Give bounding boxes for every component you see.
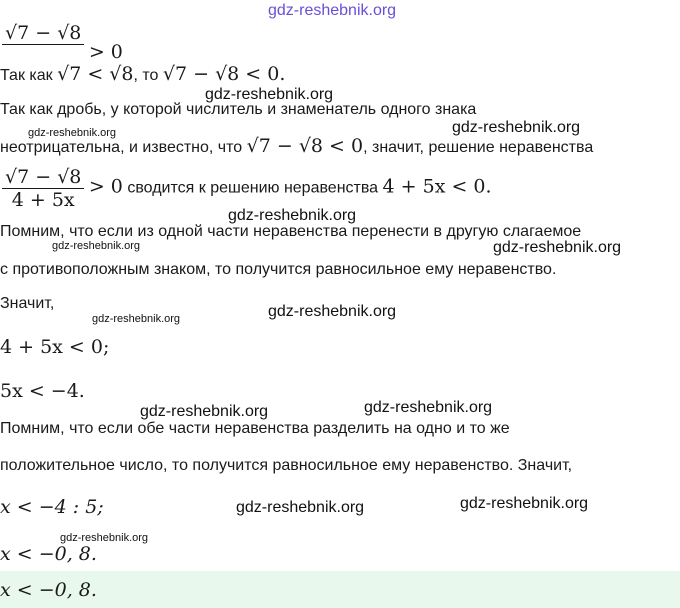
watermark: gdz-reshebnik.org (452, 119, 581, 136)
fraction (2, 166, 84, 211)
equation-line-12: x < −4 : 5; (0, 496, 104, 518)
header-relation: > 0 (88, 41, 123, 63)
answer-line: x < −0, 8. (0, 579, 97, 601)
math-inline: √7 < √8 (57, 63, 134, 85)
line-11: положительное число, то получится равносильное ему неравенство. Значит, (0, 457, 573, 474)
watermark: gdz-reshebnik.org (60, 532, 149, 544)
line-5: Помним, что если из одной части неравенства перенести в другую слагаемое (0, 223, 582, 240)
watermark: gdz-reshebnik.org (364, 399, 493, 416)
equation-line-9: 5x < −4. (0, 380, 85, 402)
watermark: gdz-reshebnik.org (205, 86, 334, 103)
watermark: gdz-reshebnik.org (140, 403, 269, 420)
watermark: gdz-reshebnik.org (92, 313, 181, 325)
header-numerator: √7 − √8 (2, 22, 84, 45)
header-inequality (2, 22, 123, 63)
math-inline: 4 + 5x < 0. (382, 175, 492, 198)
watermark: gdz-reshebnik.org (268, 303, 397, 320)
line-10: Помним, что если обе части неравенства разделить на одно и то же (0, 420, 510, 437)
line-3: неотрицательна, и известно, что √7 − √8 < 0, значит, решение неравенства (0, 135, 594, 157)
math-inline: √7 − √8 < 0 (246, 135, 364, 157)
watermark: gdz-reshebnik.org (268, 2, 397, 19)
watermark: gdz-reshebnik.org (493, 239, 622, 256)
math-inline: √7 − √8 < 0. (162, 63, 286, 85)
line-7: Значит, (0, 295, 55, 312)
watermark: gdz-reshebnik.org (52, 240, 141, 252)
equation-line-13: x < −0, 8. (0, 543, 97, 565)
line-4: $\frac{√7 - √8}{4 + 5x}$ > 0 сводится к решению неравенства 4 + 5x < 0. (2, 166, 492, 211)
fraction-numerator: √7 − √8 (2, 166, 84, 189)
watermark: gdz-reshebnik.org (28, 127, 117, 139)
watermark: gdz-reshebnik.org (460, 495, 589, 512)
fraction-denominator: 4 + 5x (11, 189, 75, 211)
watermark: gdz-reshebnik.org (236, 499, 365, 516)
answer-highlight (0, 571, 680, 608)
line-2: Так как дробь, у которой числитель и знаменатель одного знака (0, 101, 477, 118)
line-6: с противоположным знаком, то получится равносильное ему неравенство. (0, 261, 557, 278)
line-1: Так как √7 < √8, то √7 − √8 < 0. (0, 63, 286, 85)
equation-line-8: 4 + 5x < 0; (0, 336, 110, 358)
watermark: gdz-reshebnik.org (228, 207, 357, 224)
